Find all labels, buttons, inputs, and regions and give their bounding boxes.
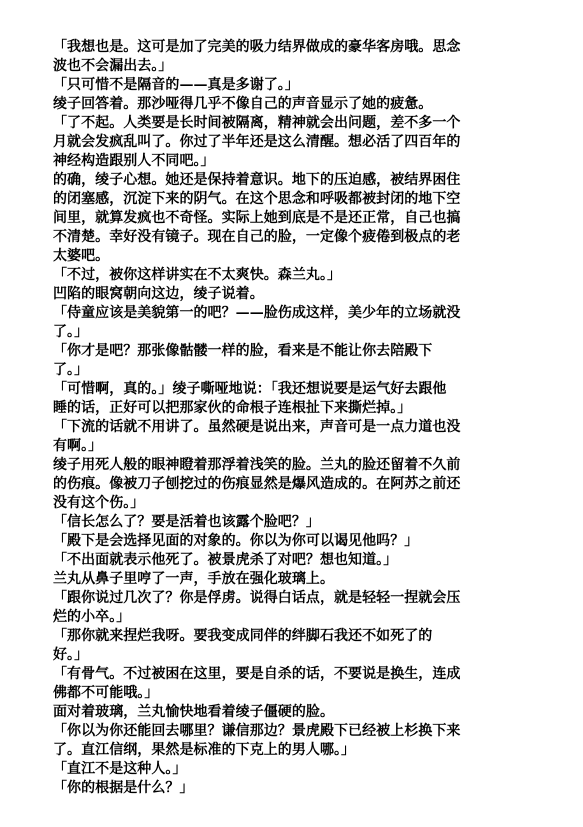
text-line: 「你才是吧？那张像骷髅一样的脸，看来是不能让你去陪殿下 [53,343,433,359]
text-line: 了。直江信纲，果然是标准的下克上的男人哪。」 [53,742,356,758]
text-line: 「不过，被你这样讲实在不太爽快。森兰丸。」 [53,267,342,283]
text-line: 「你的根据是什么？」 [53,780,194,796]
text-line: 的确，绫子心想。她还是保持着意识。地下的压迫感，被结界困住 [53,172,461,188]
text-line: 「直江不是这种人。」 [53,761,187,777]
text-line: 「下流的话就不用讲了。虽然硬是说出来，声音可是一点力道也没 [53,419,461,435]
text-line: 「可惜啊，真的。」绫子嘶哑地说：「我还想说要是运气好去跟他 [53,381,447,397]
text-line: 面对着玻璃，兰丸愉快地看着绫子僵硬的脸。 [53,704,334,720]
text-line: 神经构造跟别人不同吧。」 [53,153,215,169]
text-line: 「那你就来捏烂我呀。要我变成同伴的绊脚石我还不如死了的 [53,628,433,644]
text-line: 太婆吧。 [53,248,110,264]
text-line: 绫子用死人般的眼神瞪着那浮着浅笑的脸。兰丸的脸还留着不久前 [53,457,461,473]
text-line: 不清楚。幸好没有镜子。现在自己的脸，一定像个疲倦到极点的老 [53,229,461,245]
text-line: 好。」 [53,647,89,663]
text-line: 间里，就算发疯也不奇怪。实际上她到底是不是还正常，自己也搞 [53,210,461,226]
text-line: 「侍童应该是美貌第一的吧？——脸伤成这样，美少年的立场就没 [53,305,461,321]
text-line: 「只可惜不是隔音的——真是多谢了。」 [53,77,299,93]
text-line: 兰丸从鼻子里哼了一声，手放在强化玻璃上。 [53,571,334,587]
text-line: 「了不起。人类要是长时间被隔离，精神就会出问题，差不多一个 [53,115,461,131]
text-line: 「我想也是。这可是加了完美的吸力结界做成的豪华客房哦。思念 [53,39,461,55]
text-line: 有啊。」 [53,438,103,454]
text-line: 「跟你说过几次了？你是俘虏。说得白话点，就是轻轻一捏就会压 [53,590,461,606]
text-line: 「不出面就表示他死了。被景虎杀了对吧？想也知道。」 [53,552,398,568]
text-line: 没有这个伤。」 [53,495,145,511]
text-line: 波也不会漏出去。」 [53,58,173,74]
text-line: 的闭塞感，沉淀下来的阴气。在这个思念和呼吸都被封闭的地下空 [53,191,461,207]
text-line: 月就会发疯乱叫了。你过了半年还是这么清醒。想必活了四百年的 [53,134,461,150]
text-line: 的伤痕。像被刀子刨挖过的伤痕显然是爆风造成的。在阿苏之前还 [53,476,461,492]
text-line: 了。」 [53,324,89,340]
text-line: 凹陷的眼窝朝向这边，绫子说着。 [53,286,264,302]
text-line: 「有骨气。不过被困在这里，要是自杀的话，不要说是换生，连成 [53,666,461,682]
text-line: 「信长怎么了？要是活着也该露个脸吧？」 [53,514,320,530]
text-line: 绫子回答着。那沙哑得几乎不像自己的声音显示了她的疲惫。 [53,96,433,112]
text-line: 烂的小卒。」 [53,609,131,625]
text-line: 佛都不可能哦。」 [53,685,159,701]
text-line: 「殿下是会选择见面的对象的。你以为你可以谒见他吗？」 [53,533,419,549]
text-line: 了。」 [53,362,89,378]
text-line: 睡的话，正好可以把那家伙的命根子连根扯下来撕烂掉。」 [53,400,412,416]
text-line: 「你以为你还能回去哪里？谦信那边？景虎殿下已经被上杉换下来 [53,723,461,739]
